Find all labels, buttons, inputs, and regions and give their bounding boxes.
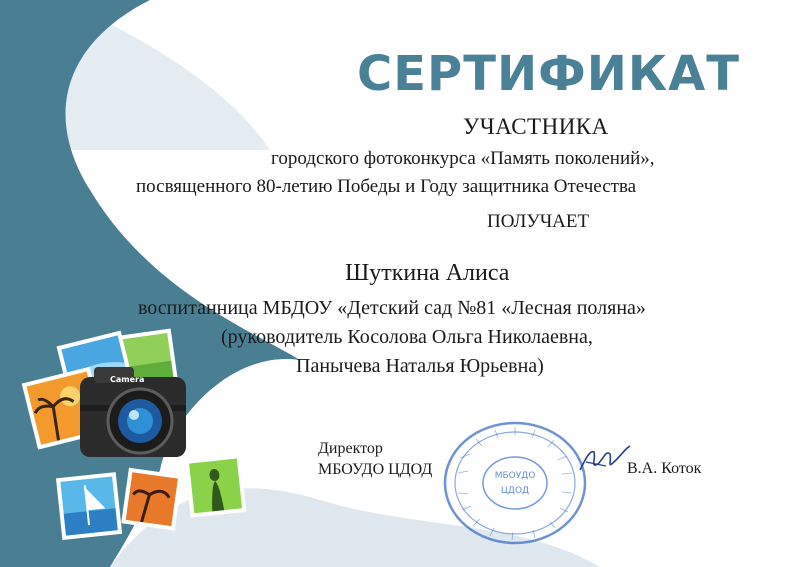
certificate-subtitle: УЧАСТНИКА — [463, 114, 609, 139]
leaders-line1: (руководитель Косолова Ольга Николаевна, — [221, 326, 593, 348]
camera-label: Camera — [110, 375, 145, 384]
photo-collage — [20, 325, 250, 560]
contest-description-line2: посвященного 80-летию Победы и Году защитника Отечества — [136, 176, 637, 197]
recipient-organization: воспитанница МБДОУ «Детский сад №81 «Лесная поляна» — [138, 297, 646, 319]
signature-organization: МБОУДО ЦДОД — [318, 461, 433, 478]
signer-name: В.А. Коток — [627, 460, 702, 477]
receives-label: ПОЛУЧАЕТ — [487, 211, 590, 232]
certificate-title: СЕРТИФИКАТ — [357, 46, 741, 102]
stamp-center-text-2: ЦДОД — [500, 486, 530, 496]
stamp-center-text-1: МБОУДО — [494, 471, 536, 481]
contest-description-line1: городского фотоконкурса «Память поколений», — [271, 148, 655, 169]
official-stamp — [440, 418, 590, 548]
handwritten-signature — [576, 440, 634, 480]
leaders-line2: Панычева Наталья Юрьевна) — [296, 355, 544, 377]
signature-position: Директор — [318, 440, 383, 457]
recipient-name: Шуткина Алиса — [345, 260, 510, 286]
camera-icon — [80, 367, 186, 457]
